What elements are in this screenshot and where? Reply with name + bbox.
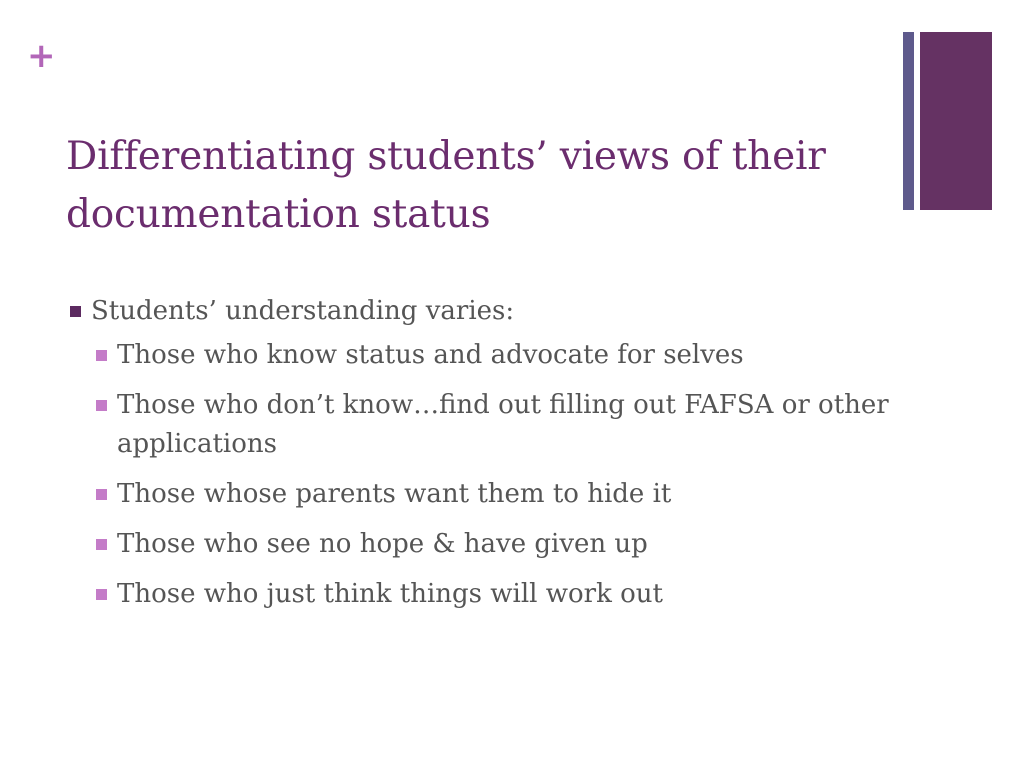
square-bullet-icon <box>96 400 107 411</box>
square-bullet-icon <box>96 539 107 550</box>
sub-bullet-text: Those who know status and advocate for selves <box>117 340 744 370</box>
bullet-list <box>70 292 910 625</box>
sub-bullet-text: Those whose parents want them to hide it <box>117 479 672 509</box>
sub-bullet-text: Those who don’t know…find out filling out FAFSA or other applications <box>117 390 889 459</box>
bullet-text: Students’ understanding varies: <box>91 296 515 326</box>
accent-bar-thin <box>903 32 914 210</box>
sub-bullet-text: Those who see no hope & have given up <box>117 529 648 559</box>
plus-icon: + <box>27 36 56 76</box>
sub-bullet-item <box>96 525 910 564</box>
square-bullet-icon <box>70 306 81 317</box>
accent-bar-thick <box>920 32 992 210</box>
square-bullet-icon <box>96 489 107 500</box>
sub-bullet-item <box>96 336 910 375</box>
sub-bullet-item <box>96 575 910 614</box>
sub-bullet-item <box>96 475 910 514</box>
square-bullet-icon <box>96 589 107 600</box>
bullet-item-level1 <box>70 292 910 330</box>
square-bullet-icon <box>96 350 107 361</box>
sub-bullet-text: Those who just think things will work out <box>117 579 663 609</box>
sub-bullet-item <box>96 386 910 464</box>
slide-title: Differentiating students’ views of their documentation status <box>66 134 826 237</box>
